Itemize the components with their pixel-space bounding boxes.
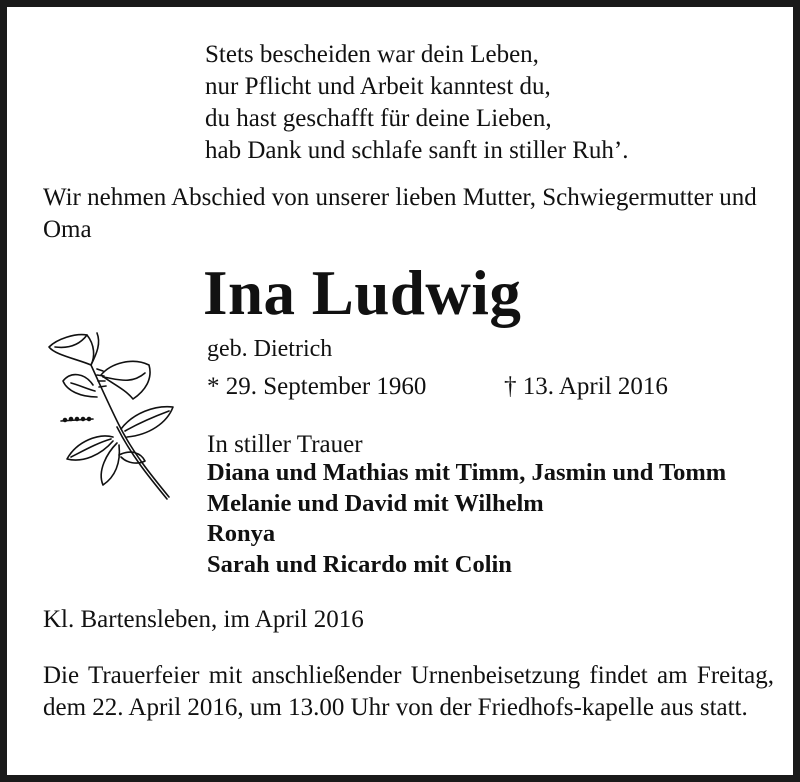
mourning-heading: In stiller Trauer — [207, 431, 363, 458]
place-date: Kl. Bartensleben, im April 2016 — [43, 606, 364, 633]
funeral-service-note: Die Trauerfeier mit anschließender Urnenbeisetzung findet am Freitag, dem 22. April 2016, um 13.00 Uhr von der Friedhofs-kapelle aus statt. — [43, 662, 774, 721]
memorial-poem — [205, 39, 629, 167]
mourners-list — [207, 458, 726, 580]
poem-line: du hast geschafft für deine Lieben, — [205, 105, 552, 132]
farewell-intro: Wir nehmen Abschied von unserer lieben Mutter, Schwiegermutter und Oma — [43, 184, 757, 243]
mourner-line: Melanie und David mit Wilhelm — [207, 489, 544, 517]
deceased-name: Ina Ludwig — [203, 258, 522, 328]
mourner-line: Sarah und Ricardo mit Colin — [207, 550, 512, 578]
mourner-line: Ronya — [207, 520, 276, 547]
poem-line: hab Dank und schlafe sanft in stiller Ruh’. — [205, 137, 629, 164]
maiden-name: geb. Dietrich — [207, 336, 333, 362]
calla-lily-icon — [41, 325, 191, 505]
mourner-line: Diana und Mathias mit Timm, Jasmin und Tomm — [207, 459, 727, 486]
poem-line: nur Pflicht und Arbeit kanntest du, — [205, 73, 551, 100]
death-date: † 13. April 2016 — [504, 373, 668, 400]
poem-line: Stets bescheiden war dein Leben, — [205, 41, 539, 68]
birth-date: * 29. September 1960 — [207, 373, 427, 400]
